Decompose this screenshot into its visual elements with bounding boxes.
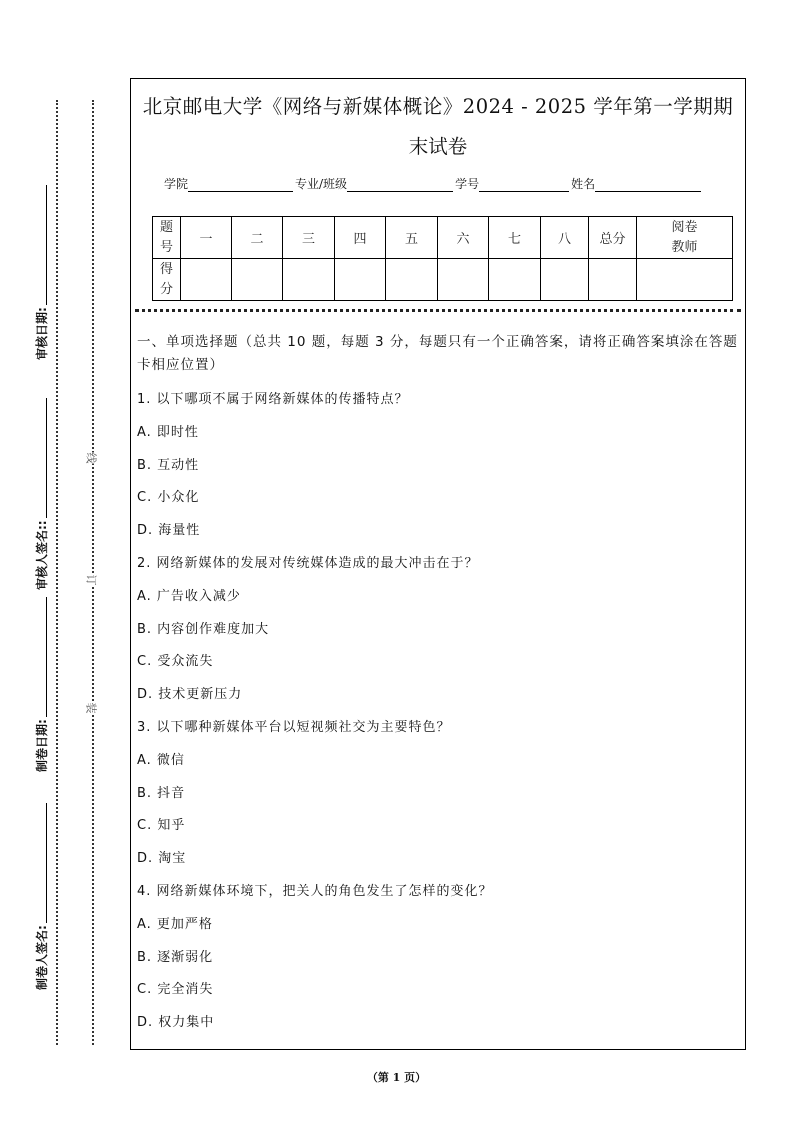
score-cell[interactable] (438, 259, 489, 301)
answer-option[interactable]: B. 逐渐弱化 (137, 949, 214, 965)
binding-mark: 装 (84, 702, 98, 714)
exam-title: 北京邮电大学《网络与新媒体概论》2024 - 2025 学年第一学期期 (142, 95, 734, 118)
review-date-field[interactable] (33, 185, 50, 360)
label: 制卷日期: (35, 719, 49, 772)
binding-mark: 线 (84, 452, 98, 464)
score-table (152, 216, 733, 301)
column-header: 总分 (589, 217, 637, 259)
answer-option[interactable]: B. 内容创作难度加大 (137, 621, 270, 637)
id-field[interactable] (479, 179, 569, 192)
answer-option[interactable]: D. 技术更新压力 (137, 687, 243, 703)
column-header: 六 (438, 217, 489, 259)
answer-option[interactable]: B. 互动性 (137, 457, 200, 473)
major-field[interactable] (347, 179, 453, 192)
score-cell[interactable] (541, 259, 589, 301)
margin-dotted-line (56, 100, 58, 1045)
label: 制卷人签名: (35, 925, 49, 990)
score-cell[interactable] (283, 259, 335, 301)
score-cell[interactable] (181, 259, 232, 301)
answer-option[interactable]: C. 小众化 (137, 490, 200, 506)
score-cell[interactable] (386, 259, 438, 301)
answer-option[interactable]: A. 微信 (137, 752, 185, 768)
grader-header: 阅卷 教师 (637, 217, 733, 259)
signature-line[interactable] (36, 803, 47, 923)
student-info (164, 175, 703, 192)
make-date-field[interactable] (33, 597, 50, 772)
question-stem: 3. 以下哪种新媒体平台以短视频社交为主要特色？ (137, 720, 451, 735)
column-header: 一 (181, 217, 232, 259)
college-label: 学院 (164, 177, 189, 191)
answer-option[interactable]: C. 完全消失 (137, 982, 214, 998)
score-cell[interactable] (637, 259, 733, 301)
binding-mark: 订 (84, 574, 98, 586)
date-line[interactable] (36, 597, 47, 717)
exam-frame (130, 78, 746, 1050)
section-heading: 一、单项选择题（总共 10 题，每题 3 分，每题只有一个正确答案，请将正确答案填涂在答题卡相应位置） (137, 334, 738, 373)
column-header: 三 (283, 217, 335, 259)
answer-option[interactable]: B. 抖音 (137, 785, 186, 801)
answer-option[interactable]: A. 广告收入减少 (137, 588, 241, 604)
signature-line[interactable] (36, 398, 47, 518)
date-line[interactable] (36, 185, 47, 305)
question-stem: 4. 网络新媒体环境下，把关人的角色发生了怎样的变化？ (137, 884, 493, 899)
page-number: （第 1 页） (366, 1071, 427, 1084)
answer-option[interactable]: C. 知乎 (137, 818, 186, 834)
answer-option[interactable]: D. 海量性 (137, 523, 201, 539)
reviewer-signature-field[interactable] (33, 398, 50, 590)
score-cell[interactable] (232, 259, 283, 301)
label: 审核日期: (35, 307, 49, 360)
question-stem: 2. 网络新媒体的发展对传统媒体造成的最大冲击在于？ (137, 556, 479, 571)
binding-dotted-line (92, 100, 94, 1045)
answer-option[interactable]: C. 受众流失 (137, 654, 214, 670)
score-cell[interactable] (335, 259, 386, 301)
column-header: 四 (335, 217, 386, 259)
column-header: 五 (386, 217, 438, 259)
column-header: 八 (541, 217, 589, 259)
label: 审核人签名:: (35, 520, 49, 590)
header-cell: 得 分 (153, 259, 181, 301)
answer-option[interactable]: A. 即时性 (137, 424, 199, 440)
column-header: 七 (489, 217, 541, 259)
header-cell: 题 号 (153, 217, 181, 259)
question-stem: 1. 以下哪项不属于网络新媒体的传播特点？ (137, 392, 409, 407)
score-cell[interactable] (589, 259, 637, 301)
exam-subtitle: 末试卷 (408, 135, 468, 158)
dotted-separator (135, 309, 741, 312)
score-cell[interactable] (489, 259, 541, 301)
name-field[interactable] (595, 179, 701, 192)
major-label: 专业/班级 (295, 177, 348, 191)
answer-option[interactable]: A. 更加严格 (137, 916, 213, 932)
id-label: 学号 (455, 177, 480, 191)
college-field[interactable] (188, 179, 293, 192)
maker-signature-field[interactable] (33, 803, 50, 990)
answer-option[interactable]: D. 权力集中 (137, 1015, 215, 1031)
name-label: 姓名 (571, 177, 596, 191)
column-header: 二 (232, 217, 283, 259)
answer-option[interactable]: D. 淘宝 (137, 851, 187, 867)
